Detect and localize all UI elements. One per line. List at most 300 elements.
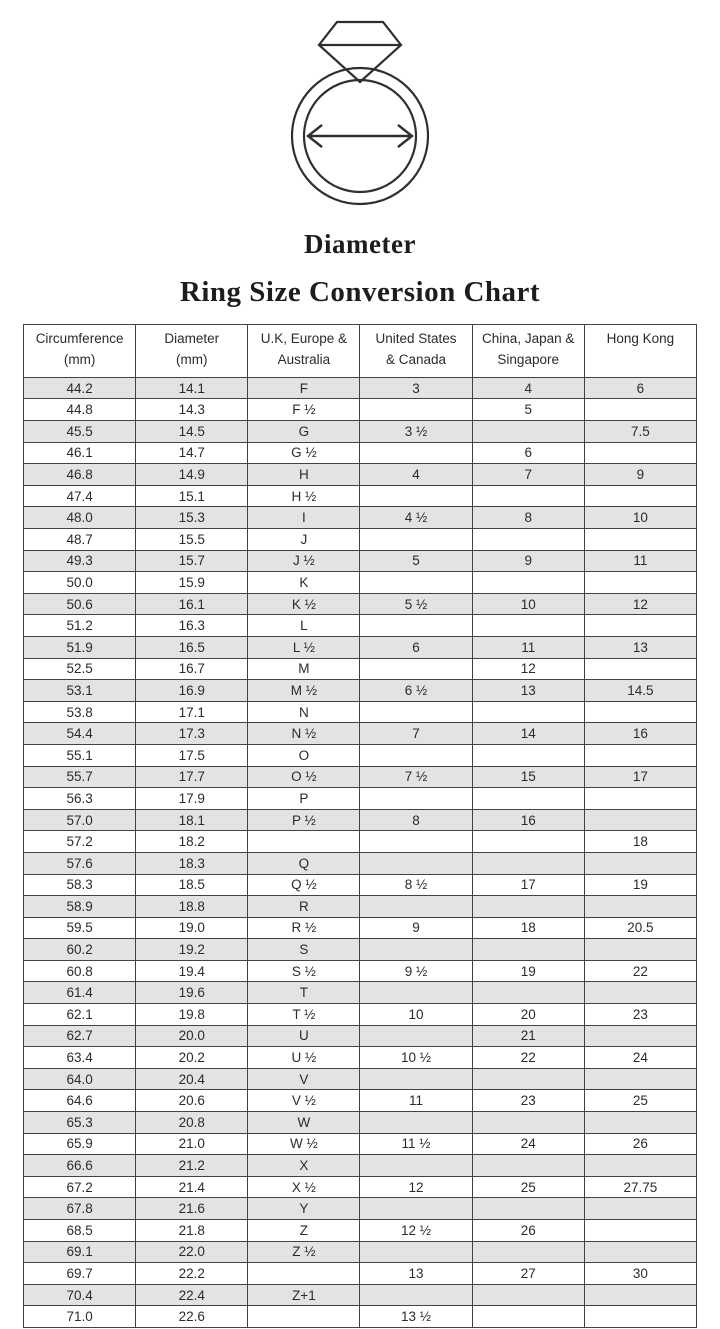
table-row [24,788,697,810]
table-cell [584,788,696,810]
table-cell [360,896,472,918]
table-cell: 3 [360,377,472,399]
diameter-caption: Diameter [304,229,416,259]
table-cell [584,744,696,766]
table-cell: 9 [360,917,472,939]
table-cell: 11 [584,550,696,572]
table-cell: 21 [472,1025,584,1047]
table-cell [584,572,696,594]
table-cell: 26 [584,1133,696,1155]
table-cell: 67.8 [24,1198,136,1220]
table-cell: 21.0 [136,1133,248,1155]
table-cell: S [248,939,360,961]
table-body [24,377,697,1327]
table-cell: 17.5 [136,744,248,766]
column-header: U.K, Europe & Australia [248,325,360,378]
table-cell [360,701,472,723]
table-cell: J ½ [248,550,360,572]
table-cell: P ½ [248,809,360,831]
table-cell: 15.1 [136,485,248,507]
table-cell: S ½ [248,960,360,982]
table-row [24,766,697,788]
table-cell: K [248,572,360,594]
table-cell: 70.4 [24,1284,136,1306]
table-cell: 16.9 [136,680,248,702]
table-cell [360,572,472,594]
diamond-shape [319,22,401,82]
table-row [24,1176,697,1198]
table-cell: 16.3 [136,615,248,637]
table-cell: 9 [472,550,584,572]
table-cell: 22 [584,960,696,982]
table-row [24,485,697,507]
table-cell: 60.2 [24,939,136,961]
table-cell [248,831,360,853]
table-cell [360,485,472,507]
table-cell [472,1112,584,1134]
table-cell [360,788,472,810]
table-cell: 20.2 [136,1047,248,1069]
table-row [24,1263,697,1285]
table-row [24,1068,697,1090]
table-cell: K ½ [248,593,360,615]
table-cell: 17.9 [136,788,248,810]
table-cell: 48.0 [24,507,136,529]
table-row [24,852,697,874]
table-cell [472,788,584,810]
table-cell: 27.75 [584,1176,696,1198]
table-cell: 11 [360,1090,472,1112]
table-cell: I [248,507,360,529]
table-cell [472,744,584,766]
table-cell [472,1241,584,1263]
table-cell: 46.1 [24,442,136,464]
table-cell: F ½ [248,399,360,421]
table-cell: 4 ½ [360,507,472,529]
table-cell: 22.4 [136,1284,248,1306]
table-cell: 53.8 [24,701,136,723]
table-cell [472,701,584,723]
table-cell: 13 [584,636,696,658]
table-cell: G ½ [248,442,360,464]
table-cell: Z ½ [248,1241,360,1263]
table-cell: 19.4 [136,960,248,982]
table-row [24,896,697,918]
table-cell: 11 [472,636,584,658]
table-cell: 60.8 [24,960,136,982]
table-cell [360,1284,472,1306]
table-cell: M ½ [248,680,360,702]
table-cell: 7 ½ [360,766,472,788]
table-row [24,464,697,486]
table-cell: 62.1 [24,1004,136,1026]
table-cell [584,982,696,1004]
table-cell: 18.3 [136,852,248,874]
table-cell: 6 ½ [360,680,472,702]
table-cell: 15.9 [136,572,248,594]
table-row [24,680,697,702]
table-row [24,442,697,464]
table-cell: J [248,529,360,551]
table-row [24,874,697,896]
table-cell: 16.5 [136,636,248,658]
table-cell: 24 [584,1047,696,1069]
table-cell: 30 [584,1263,696,1285]
table-row [24,421,697,443]
table-cell: 10 ½ [360,1047,472,1069]
table-cell: 71.0 [24,1306,136,1328]
table-row [24,1133,697,1155]
table-cell: 63.4 [24,1047,136,1069]
table-cell [472,896,584,918]
table-cell: 17 [472,874,584,896]
table-cell [360,744,472,766]
table-row [24,939,697,961]
table-cell: U ½ [248,1047,360,1069]
table-row [24,1090,697,1112]
table-cell: 7 [472,464,584,486]
table-row [24,917,697,939]
table-cell: 44.8 [24,399,136,421]
table-cell: 4 [472,377,584,399]
table-cell: X ½ [248,1176,360,1198]
table-cell: 20 [472,1004,584,1026]
table-row [24,1198,697,1220]
table-cell: 3 ½ [360,421,472,443]
table-cell: H ½ [248,485,360,507]
table-cell: 23 [472,1090,584,1112]
table-row [24,615,697,637]
table-cell [472,1284,584,1306]
table-row [24,809,697,831]
table-row [24,1025,697,1047]
table-cell: 23 [584,1004,696,1026]
table-cell [360,1198,472,1220]
table-cell [584,1306,696,1328]
table-cell: 20.6 [136,1090,248,1112]
table-cell: 64.6 [24,1090,136,1112]
table-cell [584,1068,696,1090]
table-cell: 6 [584,377,696,399]
table-cell: Y [248,1198,360,1220]
column-header: United States & Canada [360,325,472,378]
table-cell: 5 [472,399,584,421]
table-cell: 50.6 [24,593,136,615]
ring-size-table [23,324,697,1328]
table-cell: V [248,1068,360,1090]
table-cell: 18.2 [136,831,248,853]
table-cell: 14.5 [584,680,696,702]
table-cell [360,1112,472,1134]
table-cell: R ½ [248,917,360,939]
table-cell [584,1025,696,1047]
table-cell [472,982,584,1004]
table-cell: 21.2 [136,1155,248,1177]
table-cell: 14.9 [136,464,248,486]
table-cell: 20.4 [136,1068,248,1090]
table-cell: 25 [472,1176,584,1198]
table-cell [584,896,696,918]
table-cell: 14.1 [136,377,248,399]
table-cell: 26 [472,1220,584,1242]
table-cell: 47.4 [24,485,136,507]
table-cell: 69.1 [24,1241,136,1263]
table-cell: 68.5 [24,1220,136,1242]
table-cell: 16 [472,809,584,831]
column-header: China, Japan & Singapore [472,325,584,378]
table-cell: W [248,1112,360,1134]
table-cell: 16.1 [136,593,248,615]
table-cell: T ½ [248,1004,360,1026]
table-row [24,744,697,766]
table-cell: 11 ½ [360,1133,472,1155]
table-cell: 48.7 [24,529,136,551]
table-cell: 21.4 [136,1176,248,1198]
table-cell: L [248,615,360,637]
table-cell: Q [248,852,360,874]
table-row [24,1241,697,1263]
table-row [24,593,697,615]
table-cell [584,1241,696,1263]
table-cell [584,852,696,874]
table-cell: 10 [472,593,584,615]
table-row [24,723,697,745]
table-cell: 58.3 [24,874,136,896]
table-cell: 6 [360,636,472,658]
table-cell: T [248,982,360,1004]
table-cell: 13 ½ [360,1306,472,1328]
table-cell: 65.9 [24,1133,136,1155]
table-cell: 12 [360,1176,472,1198]
table-row [24,831,697,853]
table-cell [360,1155,472,1177]
table-cell [360,399,472,421]
table-cell [472,939,584,961]
table-cell: W ½ [248,1133,360,1155]
table-cell: N [248,701,360,723]
table-cell [360,1025,472,1047]
table-cell: 22.6 [136,1306,248,1328]
table-row [24,1047,697,1069]
table-cell: 4 [360,464,472,486]
table-cell: 44.2 [24,377,136,399]
column-header: Hong Kong [584,325,696,378]
table-cell: 52.5 [24,658,136,680]
table-cell [584,939,696,961]
table-cell: 55.7 [24,766,136,788]
table-cell: 69.7 [24,1263,136,1285]
table-cell [360,442,472,464]
table-row [24,636,697,658]
table-cell [248,1263,360,1285]
table-cell [584,1198,696,1220]
table-cell: 18 [584,831,696,853]
table-cell [360,1241,472,1263]
table-row [24,1155,697,1177]
table-cell: 49.3 [24,550,136,572]
ring-illustration [0,9,720,215]
table-cell: 12 [584,593,696,615]
table-row [24,658,697,680]
table-cell [360,615,472,637]
column-header: Diameter (mm) [136,325,248,378]
table-cell: 21.8 [136,1220,248,1242]
table-cell: 8 [360,809,472,831]
table-cell [360,831,472,853]
table-cell: 6 [472,442,584,464]
table-cell: 59.5 [24,917,136,939]
table-cell [472,852,584,874]
table-cell: 9 ½ [360,960,472,982]
table-cell: 51.9 [24,636,136,658]
table-cell: 58.9 [24,896,136,918]
table-cell: Z+1 [248,1284,360,1306]
table-cell: 8 [472,507,584,529]
table-cell [584,1220,696,1242]
table-cell: 54.4 [24,723,136,745]
table-row [24,701,697,723]
table-cell: 19 [584,874,696,896]
table-cell: 22.0 [136,1241,248,1263]
table-cell: 20.0 [136,1025,248,1047]
table-cell: G [248,421,360,443]
table-cell: 15.5 [136,529,248,551]
table-cell: 17.1 [136,701,248,723]
table-cell: O [248,744,360,766]
table-row [24,1112,697,1134]
table-cell: P [248,788,360,810]
table-row [24,982,697,1004]
column-header: Circumference (mm) [24,325,136,378]
table-cell: 7 [360,723,472,745]
table-cell [360,852,472,874]
table-cell: 56.3 [24,788,136,810]
table-cell [472,1068,584,1090]
table-cell: 10 [584,507,696,529]
table-cell: 18.1 [136,809,248,831]
table-cell [472,485,584,507]
table-cell: 62.7 [24,1025,136,1047]
table-cell: 13 [360,1263,472,1285]
table-cell: V ½ [248,1090,360,1112]
table-cell: R [248,896,360,918]
table-cell [248,1306,360,1328]
table-row [24,399,697,421]
table-cell [360,529,472,551]
table-cell [584,1155,696,1177]
table-cell: 18.8 [136,896,248,918]
table-cell: 57.0 [24,809,136,831]
table-cell: F [248,377,360,399]
table-cell: 19.0 [136,917,248,939]
table-cell [360,1068,472,1090]
table-cell: 64.0 [24,1068,136,1090]
table-cell [584,529,696,551]
header-row [24,325,697,378]
table-cell: 55.1 [24,744,136,766]
table-cell: 9 [584,464,696,486]
table-cell: N ½ [248,723,360,745]
table-cell: 67.2 [24,1176,136,1198]
table-cell: 5 ½ [360,593,472,615]
table-cell: 61.4 [24,982,136,1004]
table-row [24,1306,697,1328]
table-cell: 21.6 [136,1198,248,1220]
table-cell: 19.8 [136,1004,248,1026]
table-cell: 14.3 [136,399,248,421]
table-cell: 18 [472,917,584,939]
table-cell: 45.5 [24,421,136,443]
table-cell: 50.0 [24,572,136,594]
table-cell [472,529,584,551]
table-cell: 14.7 [136,442,248,464]
ring-diameter-icon [284,9,436,215]
table-cell: 10 [360,1004,472,1026]
table-cell [472,1198,584,1220]
table-cell: 15 [472,766,584,788]
table-cell: 27 [472,1263,584,1285]
table-cell: 20.5 [584,917,696,939]
table-cell [472,831,584,853]
table-cell: 19.2 [136,939,248,961]
table-cell: M [248,658,360,680]
table-row [24,377,697,399]
table-cell: 57.6 [24,852,136,874]
table-cell: X [248,1155,360,1177]
table-cell: O ½ [248,766,360,788]
table-cell: 57.2 [24,831,136,853]
table-row [24,1220,697,1242]
table-cell [472,572,584,594]
table-cell: 16 [584,723,696,745]
page-title: Ring Size Conversion Chart [179,276,541,308]
table-cell: 22 [472,1047,584,1069]
table-row [24,507,697,529]
table-cell: 18.5 [136,874,248,896]
table-cell: 7.5 [584,421,696,443]
table-cell: U [248,1025,360,1047]
table-cell [584,658,696,680]
table-cell: 13 [472,680,584,702]
table-cell: 12 ½ [360,1220,472,1242]
table-cell: 5 [360,550,472,572]
table-cell [584,399,696,421]
table-row [24,529,697,551]
table-cell [584,615,696,637]
table-cell: 17.3 [136,723,248,745]
table-row [24,572,697,594]
table-cell [472,1306,584,1328]
table-cell: 17.7 [136,766,248,788]
table-cell [584,809,696,831]
table-row [24,960,697,982]
table-cell: 51.2 [24,615,136,637]
table-cell: H [248,464,360,486]
table-cell [472,615,584,637]
diameter-arrow [308,125,412,147]
table-cell: 15.3 [136,507,248,529]
table-cell: 14.5 [136,421,248,443]
table-cell: Q ½ [248,874,360,896]
table-cell: 22.2 [136,1263,248,1285]
table-cell: 12 [472,658,584,680]
table-cell [360,939,472,961]
table-cell: 16.7 [136,658,248,680]
table-cell: 8 ½ [360,874,472,896]
table-cell [584,442,696,464]
table-cell [584,1112,696,1134]
table-cell: 25 [584,1090,696,1112]
